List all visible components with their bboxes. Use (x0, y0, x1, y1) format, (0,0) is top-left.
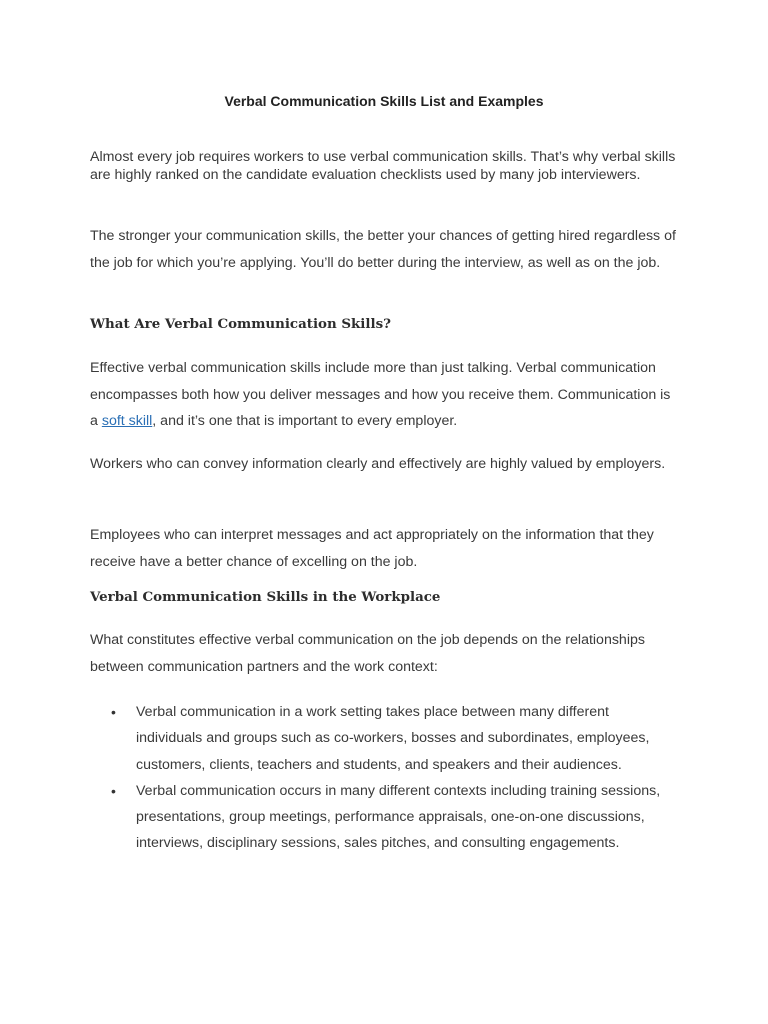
list-item-text: Verbal communication in a work setting takes place between many different individuals and groups such as co-workers, bosses and subordinates, employees, customers, clients, teachers and students, and speakers and their audiences. (136, 704, 650, 773)
employees-paragraph: Employees who can interpret messages and act appropriately on the information that they receive have a better chance of excelling on the job. (90, 527, 654, 570)
stronger-skills-paragraph: The stronger your communication skills, the better your chances of getting hired regardless of the job for which you’re applying. You’ll do better during the interview, as well as on the job. (90, 228, 676, 271)
effective-text-before-link: Effective verbal communication skills include more than just talking. Verbal communication encompasses both how you deliver messages and how you receive them. Communication is a (90, 360, 671, 429)
workers-paragraph: Workers who can convey information clearly and effectively are highly valued by employers. (90, 456, 666, 472)
intro-paragraph: Almost every job requires workers to use verbal communication skills. That’s why verbal skills are highly ranked on the candidate evaluation checklists used by many job interviewers. (90, 149, 676, 183)
effective-communication-paragraph (90, 355, 680, 435)
what-are-skills-heading: What Are Verbal Communication Skills? (90, 316, 391, 332)
contexts-bullet-list (90, 699, 670, 857)
workplace-heading: Verbal Communication Skills in the Workplace (90, 589, 441, 605)
list-item (90, 699, 670, 778)
constitutes-paragraph: What constitutes effective verbal communication on the job depends on the relationships between communication partners and the work context: (90, 632, 645, 675)
list-item (90, 778, 670, 857)
soft-skill-link[interactable]: soft skill (101, 413, 153, 429)
list-item-text: Verbal communication occurs in many different contexts including training sessions, presentations, group meetings, performance appraisals, one-on-one discussions, interviews, disciplinary sessions, sales pitches, and consulting engagements. (136, 782, 661, 852)
document-title: Verbal Communication Skills List and Examples (224, 93, 544, 109)
bullet-icon: • (111, 704, 116, 720)
effective-text-after-link: , and it’s one that is important to every employer. (152, 413, 458, 429)
bullet-icon: • (111, 782, 116, 799)
